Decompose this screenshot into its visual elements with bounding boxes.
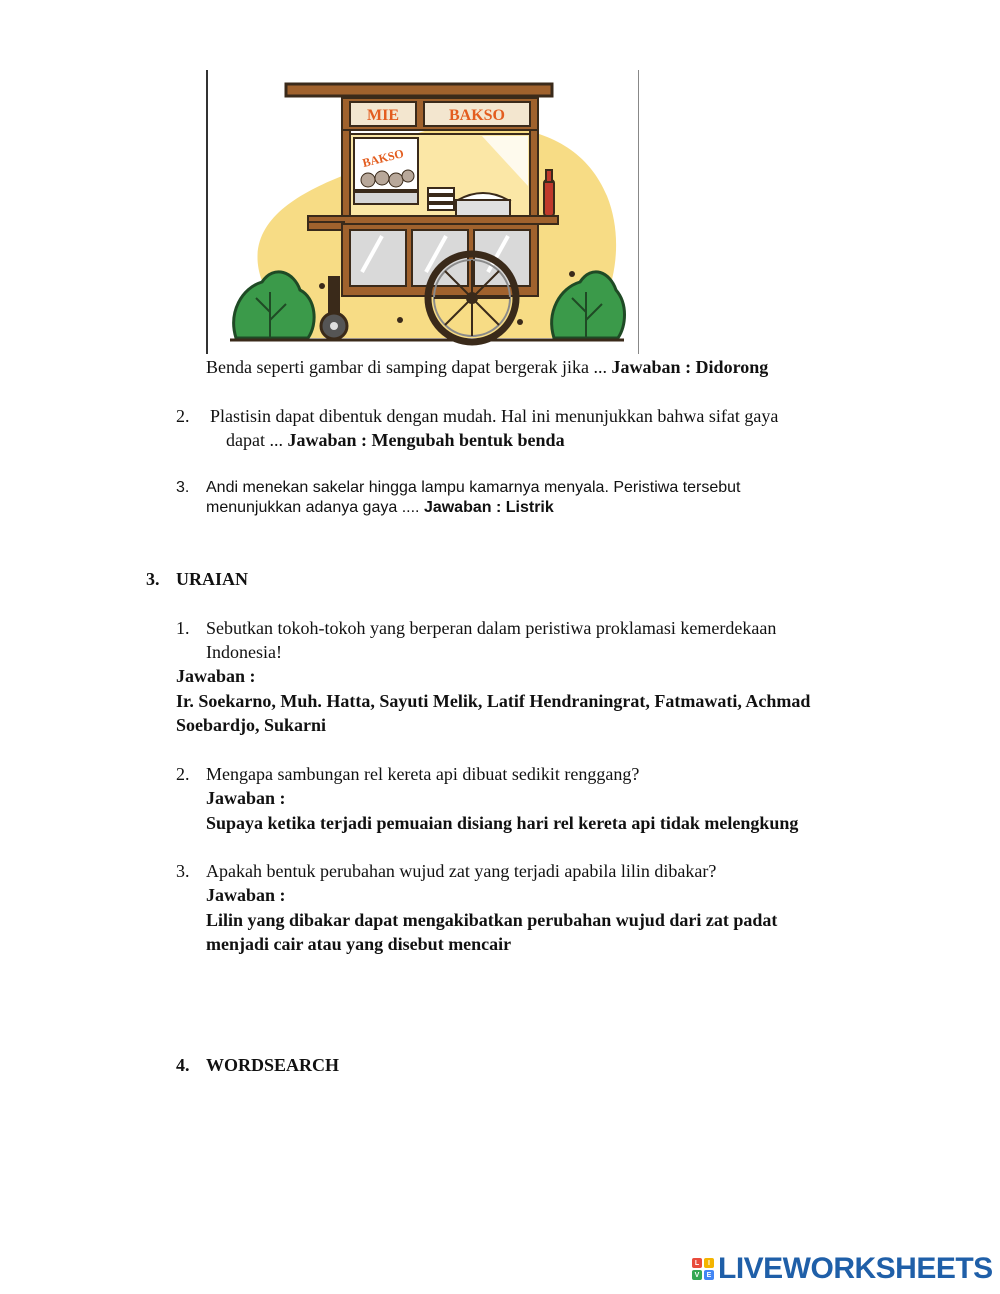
question-2-line1: Plastisin dapat dibentuk dengan mudah. Hal ini menunjukkan bahwa sifat gaya (210, 406, 779, 426)
jar-label: BAKSO (360, 146, 406, 170)
meatball (361, 173, 375, 187)
question-cart-answer: Jawaban : Didorong (611, 357, 769, 377)
question-2-answer: Jawaban : Mengubah bentuk benda (287, 430, 565, 450)
question-3-number: 3. (176, 479, 190, 496)
section-wordsearch-number: 4. (176, 1055, 190, 1075)
uraian-1-answer-label: Jawaban : (176, 666, 256, 686)
question-cart-text: Benda seperti gambar di samping dapat bergerak jika ... (206, 357, 608, 377)
deco-dot (517, 319, 523, 325)
wheel-hub (466, 292, 478, 304)
cabinet-window (350, 230, 406, 286)
question-3-line2-text: menunjukkan adanya gaya .... (206, 499, 420, 516)
uraian-3-answer-label: Jawaban : (206, 885, 286, 905)
meatball (389, 173, 403, 187)
section-uraian-number: 3. (146, 569, 160, 589)
uraian-3-answer-line1: Lilin yang dibakar dapat mengakibatkan perubahan wujud dari zat padat (206, 910, 778, 930)
jar-base (354, 192, 418, 204)
cart-roof (286, 84, 552, 96)
bowl-stack (428, 204, 454, 210)
small-wheel-hub (330, 322, 338, 330)
meatball (375, 171, 389, 185)
deco-dot (569, 271, 575, 277)
section-uraian-title: URAIAN (176, 569, 248, 589)
uraian-1-line2: Indonesia! (206, 642, 282, 662)
sauce-bottle (544, 180, 554, 216)
liveworksheets-logo[interactable] (692, 1252, 993, 1286)
bowl-stack (428, 196, 454, 202)
question-2-line2-text: dapat ... (226, 430, 283, 450)
sign-left-text: MIE (367, 107, 399, 124)
meatball (402, 170, 414, 182)
uraian-1-number: 1. (176, 618, 190, 638)
logo-tile: V (692, 1270, 702, 1280)
uraian-1-answer-line2: Soebardjo, Sukarni (176, 715, 327, 735)
question-cart (206, 355, 926, 379)
logo-tile: L (692, 1258, 702, 1268)
handle-bar (308, 222, 344, 230)
question-3-answer: Jawaban : Listrik (423, 499, 554, 516)
deco-dot (397, 317, 403, 323)
uraian-2-answer-line1: Supaya ketika terjadi pemuaian disiang hari rel kereta api tidak melengkung (206, 813, 799, 833)
uraian-2-number: 2. (176, 764, 190, 784)
sign-right-text: BAKSO (448, 107, 506, 124)
uraian-2-line1: Mengapa sambungan rel kereta api dibuat sedikit renggang? (206, 764, 640, 784)
cart-leg (328, 276, 340, 316)
bowl-stack (428, 188, 454, 194)
question-2-number: 2. (176, 406, 190, 426)
meatball-cart-illustration (222, 76, 632, 348)
uraian-1-line1: Sebutkan tokoh-tokoh yang berperan dalam peristiwa proklamasi kemerdekaan (206, 618, 777, 638)
deco-dot (319, 283, 325, 289)
section-wordsearch-title: WORDSEARCH (206, 1055, 340, 1075)
logo-tiles-icon (692, 1258, 714, 1280)
question-2-line2 (226, 428, 926, 452)
logo-tile: E (704, 1270, 714, 1280)
image-right-border (638, 70, 639, 354)
uraian-3-line1: Apakah bentuk perubahan wujud zat yang terjadi apabila lilin dibakar? (206, 861, 717, 881)
uraian-3-answer-line2: menjadi cair atau yang disebut mencair (206, 934, 512, 954)
question-3-line1: Andi menekan sakelar hingga lampu kamarnya menyala. Peristiwa tersebut (206, 479, 741, 496)
bottle-neck (546, 170, 552, 182)
soup-pot (456, 200, 510, 216)
uraian-3-number: 3. (176, 861, 190, 881)
logo-text: LIVEWORKSHEETS (718, 1252, 993, 1285)
counter-top (308, 216, 558, 224)
logo-tile: I (704, 1258, 714, 1268)
image-left-border (206, 70, 208, 354)
question-3-line2 (206, 497, 906, 519)
uraian-2-answer-label: Jawaban : (206, 788, 286, 808)
uraian-1-answer-line1: Ir. Soekarno, Muh. Hatta, Sayuti Melik, Latif Hendraningrat, Fatmawati, Achmad (176, 691, 811, 711)
